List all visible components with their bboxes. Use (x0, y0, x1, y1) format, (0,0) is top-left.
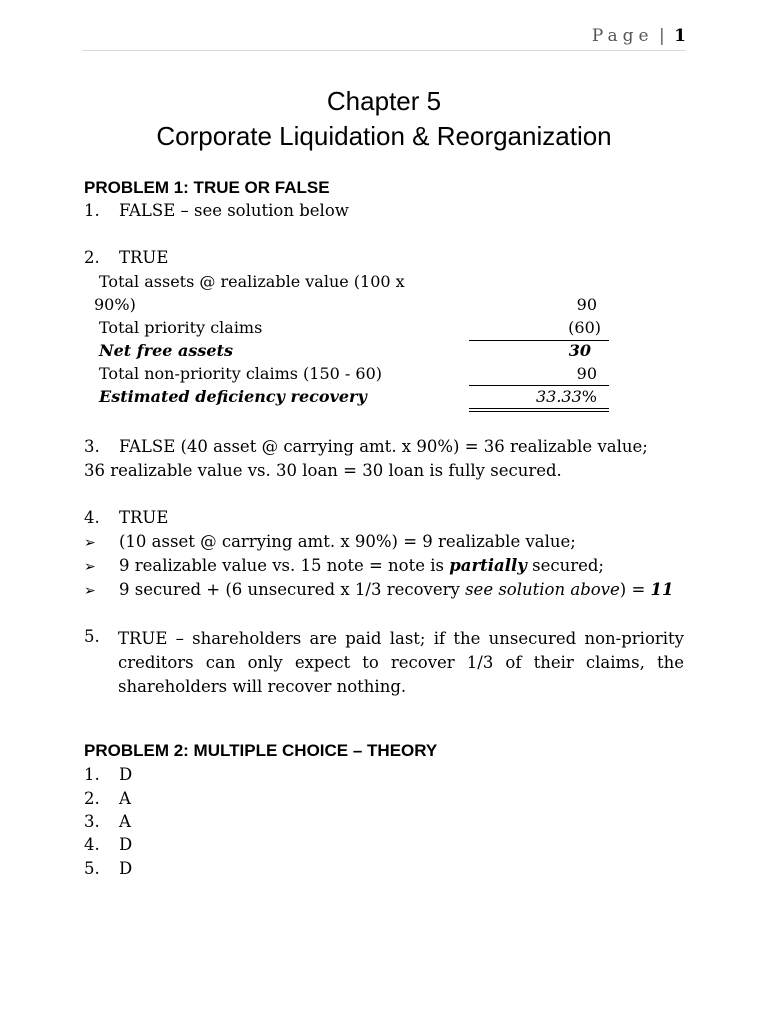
p1-item2 (84, 248, 168, 267)
p1-item3-line2: 36 realizable value vs. 30 loan = 30 loan is fully secured. (84, 461, 562, 480)
table-row1-label-b: 90%) (94, 295, 136, 314)
p1-item4-bullet2 (84, 556, 604, 575)
bullet2-text-post: secured; (526, 556, 604, 575)
p1-item2-text: TRUE (119, 248, 169, 267)
table-row3-label: Net free assets (99, 341, 233, 360)
p1-item3-text1: FALSE (40 asset @ carrying amt. x 90%) = 36 realizable value; (119, 437, 648, 456)
table-row1-label-a: Total assets @ realizable value (100 x (99, 272, 405, 291)
arrow-bullet-icon: ➢ (84, 559, 96, 575)
bullet2-text-pre: 9 realizable value vs. 15 note = note is (119, 556, 450, 575)
table-double-rule-top (469, 408, 609, 409)
table-rule-2 (469, 385, 609, 386)
p1-item5-num: 5. (84, 627, 100, 646)
p2-answer-row (84, 765, 132, 784)
p1-item3-line1 (84, 437, 648, 456)
bullet3-result: 11 (650, 580, 674, 599)
table-row3-value: 30 (568, 341, 591, 360)
table-double-rule-bottom (469, 411, 609, 412)
p2-answer-row (84, 859, 132, 878)
arrow-bullet-icon: ➢ (84, 583, 96, 599)
page-header (82, 26, 686, 51)
p2-answer-num: 4. (84, 835, 100, 854)
p2-answer-num: 5. (84, 859, 100, 878)
p1-item1 (84, 201, 349, 220)
problem2-heading: PROBLEM 2: MULTIPLE CHOICE – THEORY (84, 741, 438, 760)
arrow-bullet-icon: ➢ (84, 535, 96, 551)
page-number: 1 (674, 26, 686, 46)
p2-answer-value: D (119, 859, 133, 878)
p1-item4 (84, 508, 168, 527)
p1-item3-num: 3. (84, 437, 100, 456)
p2-answer-value: D (119, 765, 133, 784)
table-row5-value-pct: % (581, 387, 597, 406)
table-row5-label: Estimated deficiency recovery (99, 387, 367, 406)
p2-answer-num: 3. (84, 812, 100, 831)
page-word: Page (591, 26, 654, 46)
problem1-heading: PROBLEM 1: TRUE OR FALSE (84, 178, 330, 197)
table-row1-value: 90 (576, 295, 597, 314)
bullet2-emphasis: partially (449, 556, 527, 575)
p2-answer-value: A (119, 789, 131, 808)
chapter-title: Chapter 5 (326, 86, 442, 116)
table-row4-value: 90 (576, 364, 597, 383)
p1-item4-bullet1 (84, 532, 576, 551)
table-row5-value (469, 387, 609, 406)
p1-item2-num: 2. (84, 248, 100, 267)
p1-item5-text: TRUE – shareholders are paid last; if the unsecured non-priority creditors can only expect to recover 1/3 of their claims, the shareholders will recover nothing. (118, 629, 684, 696)
p1-item1-text: FALSE – see solution below (119, 201, 349, 220)
p2-answer-row (84, 812, 131, 831)
bullet3-text-mid: ) = (619, 580, 651, 599)
table-row2-label: Total priority claims (99, 318, 263, 337)
p1-item4-num: 4. (84, 508, 100, 527)
p1-item4-text: TRUE (119, 508, 169, 527)
bullet3-emphasis: see solution above (465, 580, 620, 599)
p2-answer-row (84, 835, 132, 854)
p1-item1-num: 1. (84, 201, 100, 220)
p2-answer-num: 1. (84, 765, 100, 784)
p2-answer-value: D (119, 835, 133, 854)
title-block (0, 84, 768, 154)
p1-item4-bullet3 (84, 580, 674, 599)
table-row4-label: Total non-priority claims (150 - 60) (99, 364, 383, 383)
page-separator: | (659, 26, 665, 46)
chapter-subtitle: Corporate Liquidation & Reorganization (156, 121, 612, 151)
bullet1-text: (10 asset @ carrying amt. x 90%) = 9 realizable value; (119, 532, 576, 551)
p2-answer-row (84, 789, 131, 808)
table-row2-value: (60) (568, 318, 601, 337)
p2-answer-value: A (119, 812, 131, 831)
p2-answer-num: 2. (84, 789, 100, 808)
bullet3-text-pre: 9 secured + (6 unsecured x 1/3 recovery (119, 580, 466, 599)
table-row5-value-num: 33.33 (535, 387, 582, 406)
